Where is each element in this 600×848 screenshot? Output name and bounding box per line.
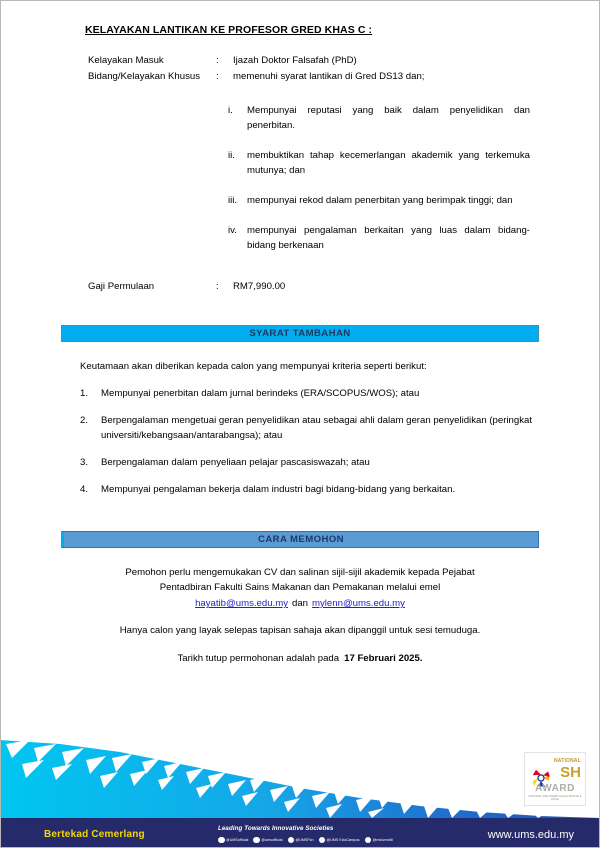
- page-footer: [0, 700, 600, 848]
- apply-line-1: Pemohon perlu mengemukakan CV dan salinan sijil-sijil akademik kepada Pejabat: [125, 567, 475, 578]
- table-row: [88, 70, 538, 84]
- row-colon: :: [216, 55, 219, 66]
- row-label: Kelayakan Masuk: [88, 55, 164, 66]
- osh-sh-text: SH: [560, 764, 581, 781]
- list-item: [80, 482, 532, 497]
- list-marker: iv.: [228, 225, 237, 236]
- qualification-sub-items: [228, 103, 530, 268]
- list-marker: 4.: [80, 484, 89, 495]
- list-marker: 2.: [80, 415, 89, 426]
- section-banner-syarat-tambahan: SYARAT TAMBAHAN: [61, 325, 539, 342]
- email-line: [61, 596, 539, 611]
- facebook-icon: [218, 837, 225, 844]
- deadline-line: [61, 653, 539, 664]
- social-link-facebook[interactable]: [218, 837, 248, 844]
- list-item: [80, 386, 532, 401]
- row-value: Ijazah Doktor Falsafah (PhD): [233, 55, 357, 66]
- list-text: Mempunyai pengalaman bekerja dalam industri bagi bidang-bidang yang berkaitan.: [101, 484, 456, 495]
- list-marker: ii.: [228, 150, 235, 161]
- row-value: memenuhi syarat lantikan di Gred DS13 dan;: [233, 71, 425, 82]
- additional-requirements-list: [80, 386, 532, 509]
- list-marker: i.: [228, 105, 233, 116]
- email-link-primary[interactable]: hayatib@ums.edu.my: [195, 598, 288, 609]
- instagram-icon: [288, 837, 295, 844]
- social-handle: @umsofficial: [261, 837, 283, 842]
- list-item: [80, 455, 532, 470]
- social-handle: @UMSofficial: [226, 837, 249, 842]
- list-text: Berpengalaman mengetuai geran penyelidikan atau sebagai ahli dalam geran penyelidikan (peringkat universiti/kebangsaan/antarabangsa); atau: [101, 415, 532, 441]
- footer-wave-graphic: [0, 718, 600, 818]
- salary-row: [88, 280, 538, 294]
- list-text: mempunyai pengalaman berkaitan yang luas dalam bidang-bidang berkenaan: [247, 225, 530, 251]
- osh-logo-inner: [525, 753, 585, 805]
- social-link-youtube[interactable]: [319, 837, 360, 844]
- salary-value: RM7,990.00: [233, 281, 286, 292]
- email-conjunction: dan: [292, 598, 309, 609]
- deadline-prefix: Tarikh tutup permohonan adalah pada: [177, 653, 340, 664]
- social-links-row: [218, 837, 393, 844]
- list-item: [228, 223, 530, 253]
- screening-note: Hanya calon yang layak selepas tapisan sahaja akan dipanggil untuk sesi temuduga.: [119, 625, 481, 636]
- section-banner-cara-memohon: CARA MEMOHON: [61, 531, 539, 548]
- social-handle: @ms/umsfdi: [372, 837, 394, 842]
- twitter-icon: [253, 837, 260, 844]
- list-text: Berpengalaman dalam penyeliaan pelajar pascasiswazah; atau: [101, 457, 370, 468]
- salary-label: Gaji Permulaan: [88, 281, 155, 292]
- list-marker: iii.: [228, 195, 238, 206]
- list-item: [228, 193, 530, 208]
- table-row: [88, 54, 538, 68]
- list-item: [80, 413, 532, 443]
- row-label: Bidang/Kelayakan Khusus: [88, 71, 201, 82]
- email-link-secondary[interactable]: mylenn@ums.edu.my: [312, 598, 405, 609]
- page-title: KELAYAKAN LANTIKAN KE PROFESOR GRED KHAS C :: [85, 24, 373, 36]
- footer-website-url[interactable]: www.ums.edu.my: [487, 829, 574, 841]
- osh-award-text: AWARD: [535, 783, 575, 794]
- list-marker: 1.: [80, 388, 89, 399]
- social-link-instagram[interactable]: [288, 837, 314, 844]
- list-text: membuktikan tahap kecemerlangan akademik yang terkemuka mutunya; dan: [247, 150, 530, 176]
- qualification-table: [88, 54, 538, 86]
- tiktok-icon: [365, 837, 372, 844]
- list-marker: 3.: [80, 457, 89, 468]
- list-item: [228, 103, 530, 133]
- list-text: Mempunyai reputasi yang baik dalam penyelidikan dan penerbitan.: [247, 105, 530, 131]
- how-to-apply-block: [61, 565, 539, 611]
- apply-line-2: Pentadbiran Fakulti Sains Makanan dan Pemakanan melalui emel: [159, 582, 441, 593]
- osh-subtitle-text: NATIONAL OSH AWARD Anjuran MSOSH & DOSH: [528, 795, 582, 801]
- list-text: mempunyai rekod dalam penerbitan yang berimpak tinggi; dan: [247, 195, 513, 206]
- osh-national-text: NATIONAL: [553, 758, 581, 764]
- row-colon: :: [216, 71, 219, 82]
- osh-award-logo: [524, 752, 586, 806]
- additional-intro-text: Keutamaan akan diberikan kepada calon yang mempunyai kriteria seperti berikut:: [80, 361, 427, 372]
- list-text: Mempunyai penerbitan dalam jurnal berindeks (ERA/SCOPUS/WOS); atau: [101, 388, 420, 399]
- list-item: [228, 148, 530, 178]
- social-handle: @UMS EduCampus: [326, 837, 360, 842]
- social-link-tiktok[interactable]: [365, 837, 394, 844]
- salary-colon: :: [216, 281, 219, 292]
- youtube-icon: [319, 837, 326, 844]
- footer-tagline: Leading Towards Innovative Societies: [218, 825, 334, 832]
- deadline-date: 17 Februari 2025.: [344, 653, 423, 664]
- social-handle: @UMSFkn: [295, 837, 314, 842]
- footer-motto: Bertekad Cemerlang: [44, 829, 145, 840]
- social-link-twitter[interactable]: [253, 837, 282, 844]
